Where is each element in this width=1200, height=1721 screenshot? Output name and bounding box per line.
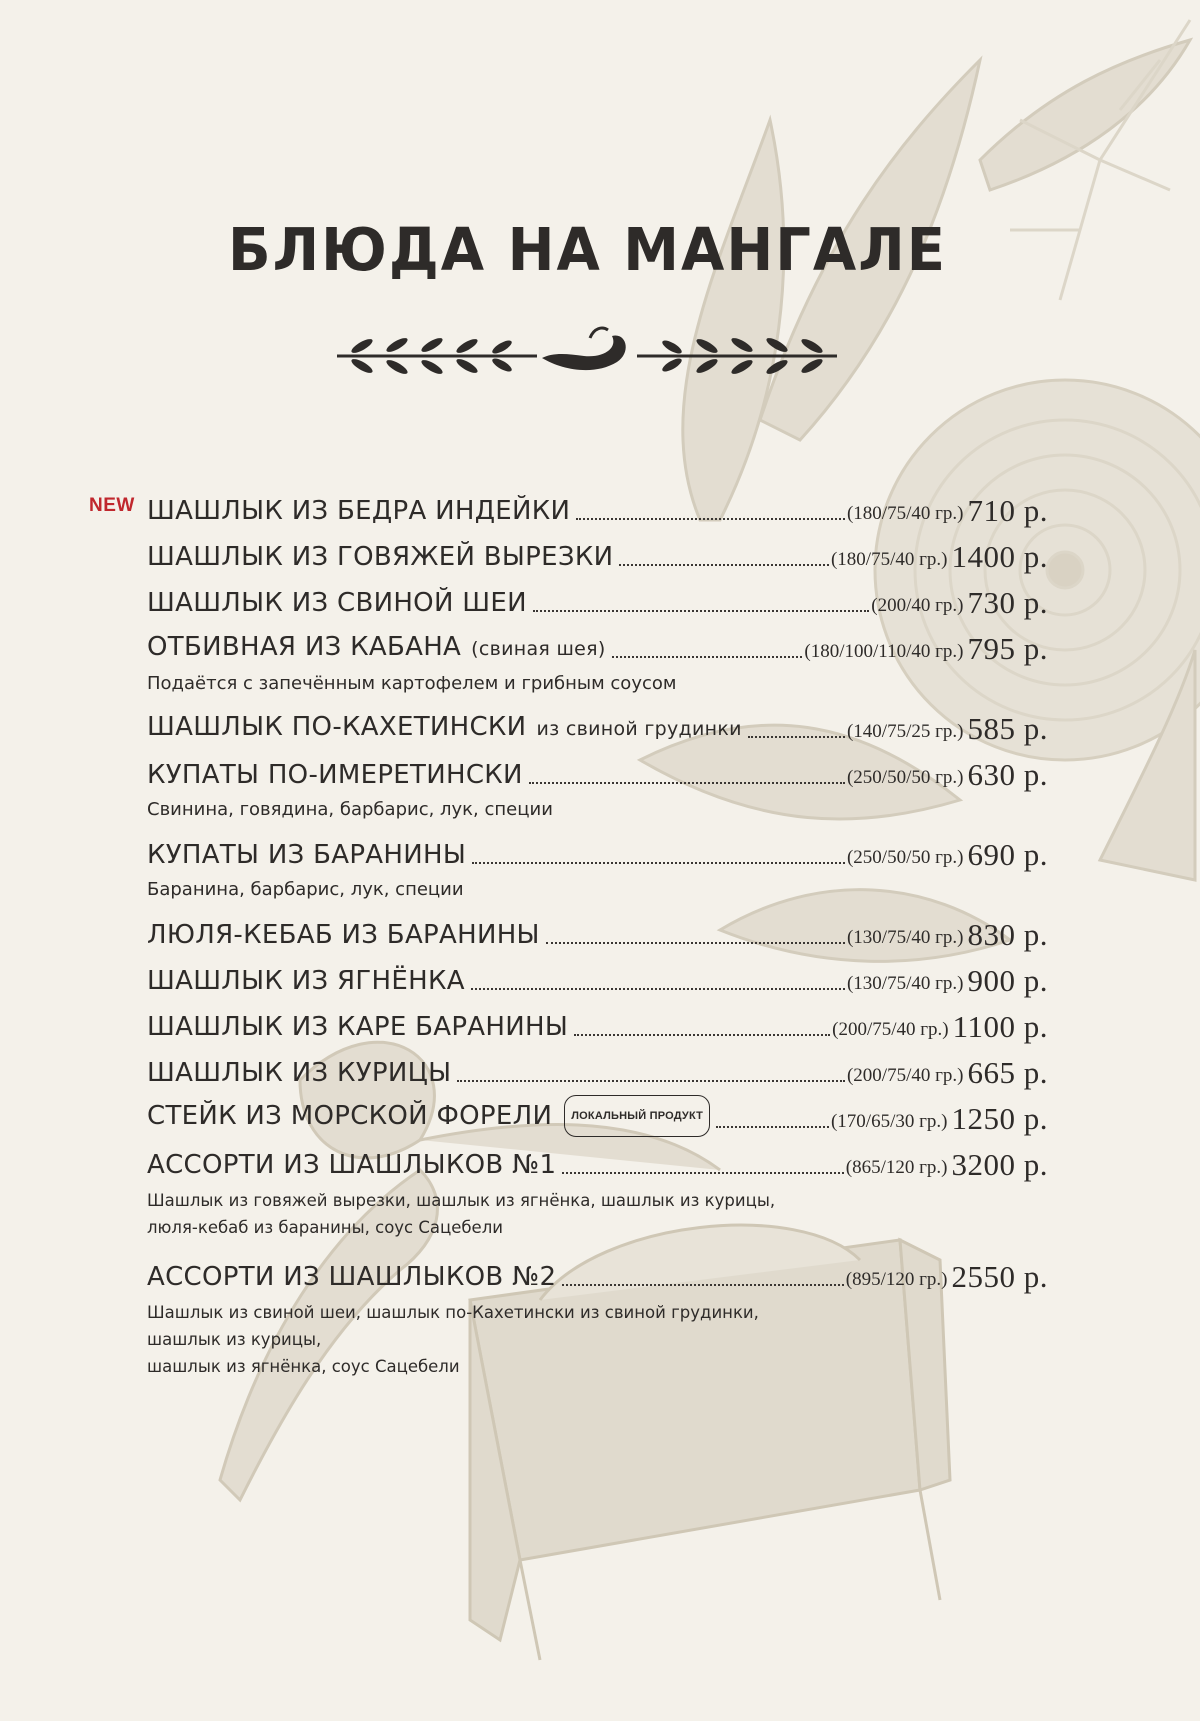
menu-item bbox=[0, 1137, 1200, 1183]
dish-price: 585 р. bbox=[967, 711, 1048, 746]
dot-leader bbox=[529, 781, 845, 784]
dish-price: 900 р. bbox=[967, 963, 1048, 998]
dish-weight: (250/50/50 гр.) bbox=[846, 767, 964, 788]
dish-price: 710 р. bbox=[967, 493, 1048, 528]
dish-name: ЛЮЛЯ-КЕБАБ ИЗ БАРАНИНЫ bbox=[147, 920, 540, 950]
local-product-badge: ЛОКАЛЬНЫЙ ПРОДУКТ bbox=[564, 1095, 710, 1137]
dot-leader bbox=[533, 609, 869, 612]
new-badge: NEW bbox=[89, 495, 135, 516]
dish-price: 3200 р. bbox=[951, 1147, 1048, 1182]
dot-leader bbox=[716, 1125, 829, 1128]
dish-name: АССОРТИ ИЗ ШАШЛЫКОВ №2 bbox=[147, 1262, 557, 1292]
menu-item bbox=[0, 827, 1200, 873]
dot-leader bbox=[546, 941, 845, 944]
dish-description-line: шашлык из ягнёнка, соус Сацебели bbox=[147, 1357, 460, 1376]
dish-note: из свиной грудинки bbox=[536, 718, 742, 740]
dish-weight: (200/75/40 гр.) bbox=[832, 1019, 949, 1040]
chili-ornament-icon bbox=[332, 318, 842, 394]
dish-weight: (140/75/25 гр.) bbox=[846, 721, 964, 742]
menu-item bbox=[0, 907, 1200, 953]
dish-description-line: Шашлык из говяжей вырезки, шашлык из ягнёнка, шашлык из курицы, bbox=[147, 1191, 776, 1210]
dish-weight: (250/50/50 гр.) bbox=[846, 847, 964, 868]
menu-item bbox=[0, 999, 1200, 1045]
dish-price: 1100 р. bbox=[952, 1009, 1048, 1044]
dish-weight: (170/65/30 гр.) bbox=[830, 1111, 948, 1132]
dish-weight: (200/75/40 гр.) bbox=[846, 1065, 964, 1086]
dish-name bbox=[147, 709, 742, 747]
dish-name: ШАШЛЫК ИЗ ЯГНЁНКА bbox=[147, 966, 465, 996]
page-title: БЛЮДА НА МАНГАЛЕ bbox=[227, 216, 948, 285]
dish-name: КУПАТЫ ПО-ИМЕРЕТИНСКИ bbox=[147, 760, 523, 790]
dot-leader bbox=[576, 517, 845, 520]
dish-name-text: СТЕЙК ИЗ МОРСКОЙ ФОРЕЛИ bbox=[147, 1101, 553, 1131]
dish-price: 830 р. bbox=[967, 917, 1048, 952]
dot-leader bbox=[472, 861, 845, 864]
dish-name: ШАШЛЫК ИЗ СВИНОЙ ШЕИ bbox=[147, 588, 527, 618]
dish-weight: (865/120 гр.) bbox=[845, 1157, 948, 1178]
menu-item bbox=[0, 1045, 1200, 1091]
dish-name-text: ОТБИВНАЯ ИЗ КАБАНА bbox=[147, 632, 462, 662]
dish-name bbox=[147, 629, 606, 667]
dish-name: ШАШЛЫК ИЗ БЕДРА ИНДЕЙКИ bbox=[147, 496, 571, 526]
dish-weight: (180/100/110/40 гр.) bbox=[804, 641, 964, 662]
dish-description-line: люля-кебаб из баранины, соус Сацебели bbox=[147, 1218, 503, 1237]
dot-leader bbox=[612, 655, 803, 658]
dish-weight: (130/75/40 гр.) bbox=[846, 973, 964, 994]
dish-description bbox=[0, 1295, 800, 1376]
menu-item bbox=[0, 701, 1200, 747]
dish-price: 690 р. bbox=[967, 837, 1048, 872]
dish-price: 665 р. bbox=[967, 1055, 1048, 1090]
dish-weight: (130/75/40 гр.) bbox=[846, 927, 964, 948]
dot-leader bbox=[457, 1079, 845, 1082]
dish-price: 730 р. bbox=[967, 585, 1048, 620]
dish-weight: (180/75/40 гр.) bbox=[846, 503, 964, 524]
menu-item bbox=[0, 953, 1200, 999]
dot-leader bbox=[471, 987, 845, 990]
dish-name: ШАШЛЫК ИЗ КАРЕ БАРАНИНЫ bbox=[147, 1012, 569, 1042]
menu-item bbox=[0, 483, 1200, 529]
dish-price: 1400 р. bbox=[951, 539, 1048, 574]
menu-item bbox=[0, 529, 1200, 575]
dish-weight: (200/40 гр.) bbox=[871, 595, 964, 616]
menu-item bbox=[0, 1249, 1200, 1295]
dish-name: ШАШЛЫК ИЗ ГОВЯЖЕЙ ВЫРЕЗКИ bbox=[147, 542, 614, 572]
dish-price: 2550 р. bbox=[951, 1259, 1048, 1294]
menu-item bbox=[0, 747, 1200, 793]
menu-list bbox=[0, 483, 1200, 1376]
dish-name: АССОРТИ ИЗ ШАШЛЫКОВ №1 bbox=[147, 1150, 557, 1180]
dish-name: ШАШЛЫК ИЗ КУРИЦЫ bbox=[147, 1058, 452, 1088]
dish-description: Баранина, барбарис, лук, специи bbox=[147, 879, 464, 900]
dish-description: Подаётся с запечённым картофелем и грибным соусом bbox=[147, 673, 677, 694]
menu-item bbox=[0, 621, 1200, 667]
menu-item bbox=[0, 575, 1200, 621]
dish-price: 1250 р. bbox=[951, 1101, 1048, 1136]
menu-item bbox=[0, 1091, 1200, 1137]
dot-leader bbox=[562, 1171, 843, 1174]
dish-note: (свиная шея) bbox=[471, 638, 606, 660]
dish-description-line: Шашлык из свиной шеи, шашлык по-Кахетински из свиной грудинки, шашлык из курицы, bbox=[147, 1303, 759, 1349]
dot-leader bbox=[574, 1033, 830, 1036]
dish-weight: (895/120 гр.) bbox=[845, 1269, 948, 1290]
dish-name-text: ШАШЛЫК ПО-КАХЕТИНСКИ bbox=[147, 712, 527, 742]
dot-leader bbox=[562, 1283, 843, 1286]
dish-name: КУПАТЫ ИЗ БАРАНИНЫ bbox=[147, 840, 467, 870]
dish-name bbox=[147, 1095, 710, 1137]
dish-weight: (180/75/40 гр.) bbox=[830, 549, 948, 570]
dish-price: 630 р. bbox=[967, 757, 1048, 792]
dot-leader bbox=[619, 563, 829, 566]
dish-price: 795 р. bbox=[967, 631, 1048, 666]
dish-description bbox=[0, 1183, 800, 1249]
dish-description: Свинина, говядина, барбарис, лук, специи bbox=[147, 799, 553, 820]
dot-leader bbox=[748, 735, 845, 738]
